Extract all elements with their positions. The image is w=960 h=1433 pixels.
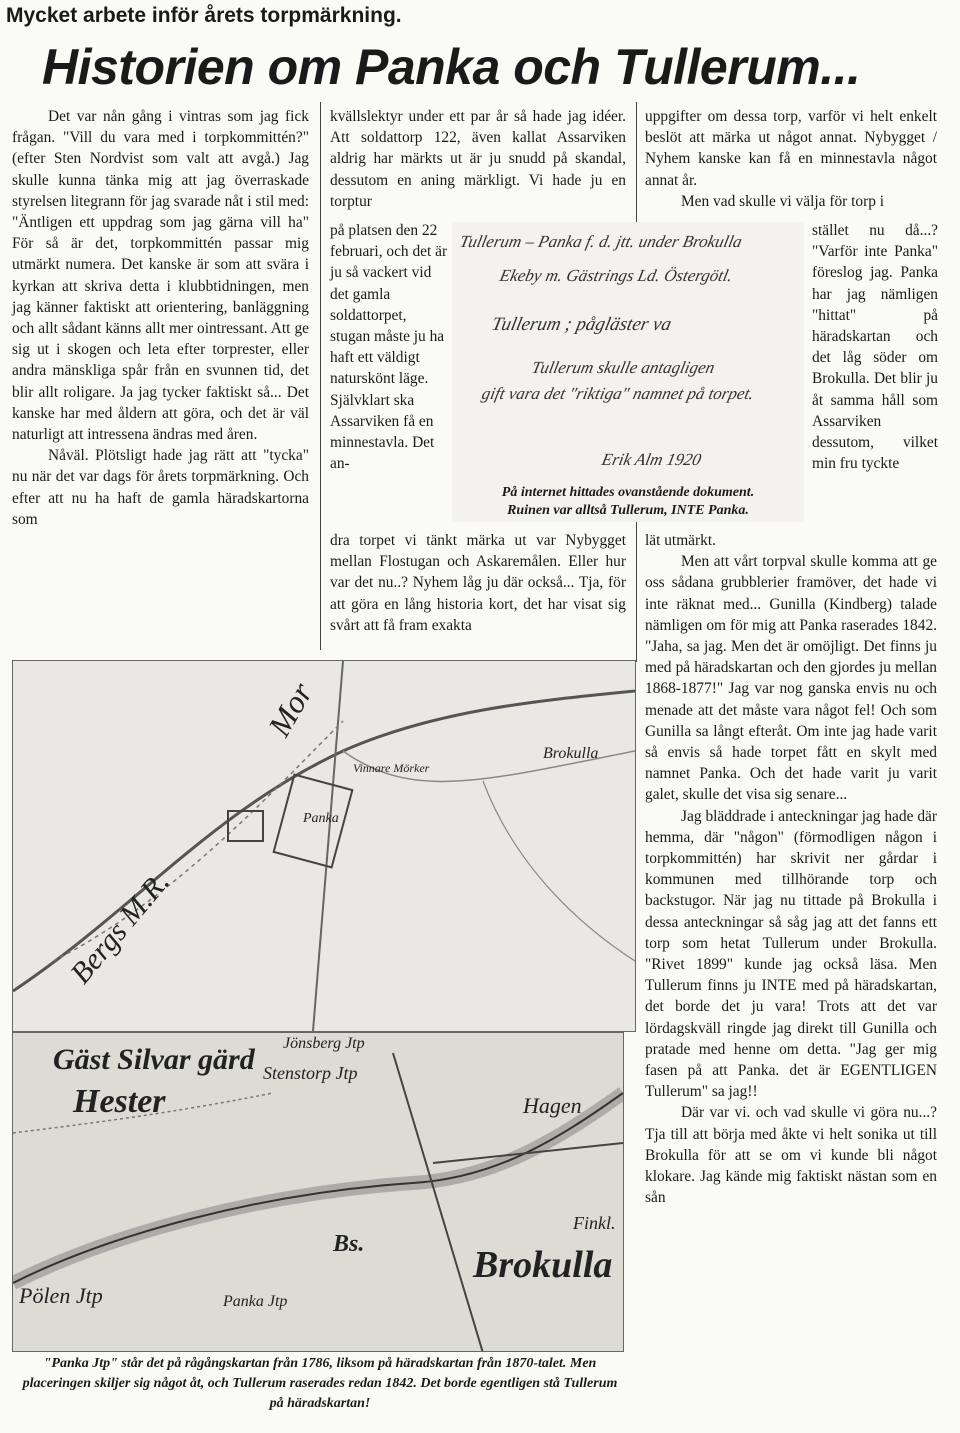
document-line: Tullerum – Panka f. d. jtt. under Brokulla [458, 232, 744, 251]
map-drawing [13, 661, 635, 1031]
column-rule [320, 102, 321, 650]
headline: Historien om Panka och Tullerum... [42, 39, 861, 95]
historical-map-1870 [12, 1032, 624, 1352]
paragraph: Men vad skulle vi välja för torp i [681, 192, 885, 210]
map-label: Stenstorp Jtp [263, 1063, 358, 1083]
paragraph: stället nu då...? "Varför inte Panka" föreslog jag. Panka har jag nämligen "hittat" på häradskartan och det låg söder om Brokulla. Det blir ju åt samma håll som Assarviken dessutom, vilket min fru tyckte [812, 222, 938, 473]
map-caption: "Panka Jtp" står det på rågångskartan från 1786, liksom på häradskartan från 1870-talet. Men placeringen skiljer sig något åt, och Tullerum raserades redan 1842. Det borde egentligen stå Tullerum på häradskartan! [22, 1356, 618, 1411]
paragraph: på platsen den 22 februari, och det är ju så vackert vid det gamla soldattorpet, stugan måste ju ha haft ett väldigt naturskönt läge. Självklart ska Assarviken få en minnestavla. Det an- [330, 222, 448, 473]
map-label: Brokulla [543, 745, 599, 762]
paragraph: Jag bläddrade i anteckningar jag hade där hemma, där "någon" (förmodligen någon i torpkommittén) har skrivit ner gårdar i kommunen med tillhörande torp och backstugor. När jag nu tittade på Brokulla i dessa anteckningar så såg jag att det fanns ett torp som hetat Tullerum under Brokulla. "Rivet 1899" kunde jag också läsa. Men Tullerum finns ju INTE med på häradskartan, det borde det ju vara! Trots att det var lördagskväll ringde jag direkt till Gunilla och pratade med henne om detta. "Jag ger mig fasen på att Panka. det är EGENTLIGEN Tullerum" sa jag!! [645, 807, 937, 1101]
scanned-document [452, 222, 804, 522]
map-label: Bergs M.R. [64, 865, 176, 990]
map-label: Hagen [523, 1093, 582, 1118]
column-1 [12, 106, 309, 530]
map-label: Finkl. [573, 1213, 616, 1233]
map-label: Panka [303, 811, 339, 826]
column-3-bottom [645, 530, 937, 1209]
map-label: Mor [260, 676, 320, 743]
map-label: Bs. [333, 1231, 365, 1257]
paragraph: Nåväl. Plötsligt hade jag rätt att "tycka" nu när det var dags för årets torpmärkning. Och efter att nu ha haft de gamla häradskartorna som [12, 447, 309, 528]
paragraph: dra torpet vi tänkt märka ut var Nybygget mellan Flostugan och Askaremålen. Eller hur var det nu..? Nyhem låg ju där också... Tja, för att göra en lång historia kort, det har visat sig svårt att få fram exakta [330, 532, 626, 634]
document-line: Tullerum skulle antagligen [530, 358, 717, 377]
column-2-side [330, 220, 448, 474]
signature: Erik Alm 1920 [600, 450, 703, 469]
historical-map-1786 [12, 660, 636, 1032]
paragraph: Det var nån gång i vintras som jag fick frågan. "Vill du vara med i torpkommittén?" (efter Sten Nordvist som valt att avgå.) Jag skulle kunna tänka mig att jag överraskade styrelsen litegrann för jag svarade nåt i stil med: "Äntligen ett uppdrag som jag gärna vill ha" För så är det, torpkommittén passar mig utmärkt numera. Det kanske är som att svära i kyrkan att skriva detta i klubbtidningen, men jag känner faktiskt att orientering, banläggning och allt sådant känns allt mer ointressant. Att ge sig ut i skogen och leta efter torprester, eller andra mänskliga spår från en svunnen tid, det blir allt roligare. Ja jag tycker faktiskt så... Det kanske har med åldern att göra, och det är väl naturligt att intressena ändras med åren. [12, 108, 309, 444]
paragraph: kvällslektyr under ett par år så hade jag idéer. Att soldattorp 122, även kallat Assarviken aldrig har märkts ut är ju snudd på skandal, dessutom en aning märkligt. Vi hade ju en torptur [330, 108, 626, 210]
column-3-top [645, 106, 937, 212]
paragraph: uppgifter om dessa torp, varför vi helt enkelt beslöt att märka ut något annat. Nybygget / Nyhem kanske kan få en minnestavla något annat år. [645, 108, 937, 189]
column-3-side [812, 220, 938, 474]
map-label: Gäst Silvar gärd [53, 1043, 255, 1076]
column-2-top [330, 106, 626, 212]
map-label: Brokulla [473, 1244, 613, 1286]
document-line: Tullerum ; pågläster va [489, 314, 674, 335]
kicker: Mycket arbete inför årets torpmärkning. [6, 4, 402, 27]
document-caption: Ruinen var alltså Tullerum, INTE Panka. [507, 503, 749, 518]
document-line: Ekeby m. Gästrings Ld. Östergötl. [498, 266, 735, 285]
document-caption: På internet hittades ovanstående dokument. [501, 485, 755, 500]
paragraph: Där var vi. och vad skulle vi göra nu...? Tja till att börja med åkte vi helt sonika ut till Brokulla för att se om vi kunde bli något klokare. Jag kände mig faktiskt nästan som en sån [645, 1104, 937, 1207]
map-label: Vinnare Mörker [353, 761, 430, 775]
document-line: gift vara det "riktiga" namnet på torpet. [480, 384, 756, 403]
paragraph: Men att vårt torpval skulle komma att ge oss sådana grubblerier framöver, det hade vi inte räknat med... Gunilla (Kindberg) talade nämligen om för mig att Panka raserades 1842. "Jaha, sa jag. Men det är omöjligt. Det finns ju med på häradskartan och den gjordes ju mellan 1868-1877!" Jag var nog ganska envis nu och menade att det måste vara något fel! Och som Gunilla sa långt efteråt. Om inte jag hade varit så envis så hade torpet fått en skylt med namnet Panka. Och det hade varit ju varit galet, skulle det visa sig senare... [645, 553, 937, 804]
map-label: Jönsberg Jtp [283, 1035, 365, 1052]
column-2-bottom [330, 530, 626, 636]
map-label: Hester [73, 1083, 166, 1120]
map-label: Pölen Jtp [19, 1283, 103, 1308]
map-label: Panka Jtp [223, 1293, 288, 1310]
paragraph: lät utmärkt. [645, 532, 716, 549]
